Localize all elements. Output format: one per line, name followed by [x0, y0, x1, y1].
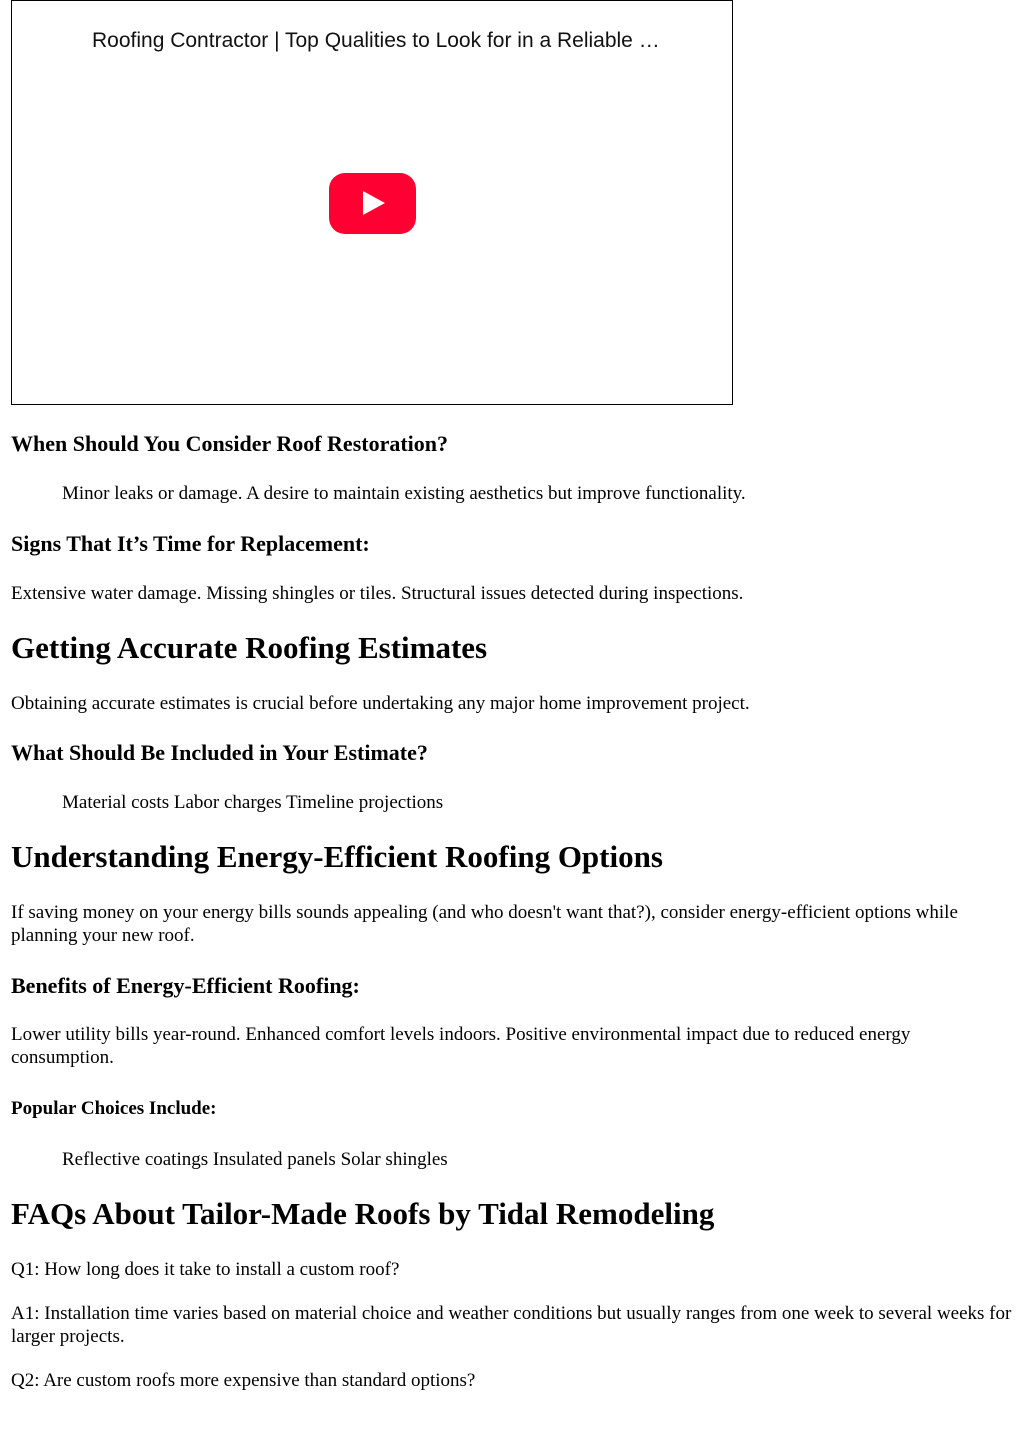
- popular-text: Reflective coatings Insulated panels Solar shingles: [62, 1149, 448, 1170]
- restoration-text: Minor leaks or damage. A desire to maintain existing aesthetics but improve functionality.: [62, 483, 746, 504]
- popular-heading: Popular Choices Include:: [11, 1098, 217, 1119]
- play-icon: [363, 191, 385, 215]
- estimate-included-heading: What Should Be Included in Your Estimate?: [11, 740, 428, 765]
- estimates-heading: Getting Accurate Roofing Estimates: [11, 630, 488, 665]
- video-title[interactable]: Roofing Contractor | Top Qualities to Look for in a Reliable …: [92, 29, 660, 52]
- energy-heading: Understanding Energy-Efficient Roofing Options: [11, 839, 663, 874]
- faq-question-1: Q1: How long does it take to install a custom roof?: [11, 1259, 400, 1280]
- restoration-heading: When Should You Consider Roof Restoration?: [11, 431, 449, 456]
- replacement-heading: Signs That It’s Time for Replacement:: [11, 531, 370, 556]
- replacement-text: Extensive water damage. Missing shingles or tiles. Structural issues detected during inspections.: [11, 583, 744, 604]
- article-content: [11, 0, 1014, 1391]
- faq-heading: FAQs About Tailor-Made Roofs by Tidal Remodeling: [11, 1196, 715, 1231]
- faq-answer-1: A1: Installation time varies based on material choice and weather conditions but usually ranges from one week to several weeks for larger projects.: [11, 1303, 1012, 1347]
- video-embed[interactable]: [11, 0, 733, 405]
- energy-text: If saving money on your energy bills sounds appealing (and who doesn't want that?), consider energy-efficient options while planning your new roof.: [11, 902, 958, 946]
- faq-question-2: Q2: Are custom roofs more expensive than standard options?: [11, 1370, 476, 1391]
- benefits-heading: Benefits of Energy-Efficient Roofing:: [11, 973, 360, 998]
- benefits-text: Lower utility bills year-round. Enhanced comfort levels indoors. Positive environmental impact due to reduced energy consumption.: [11, 1024, 911, 1068]
- estimates-text: Obtaining accurate estimates is crucial before undertaking any major home improvement project.: [11, 693, 750, 714]
- estimate-included-text: Material costs Labor charges Timeline projections: [62, 792, 444, 813]
- play-button[interactable]: [329, 173, 416, 234]
